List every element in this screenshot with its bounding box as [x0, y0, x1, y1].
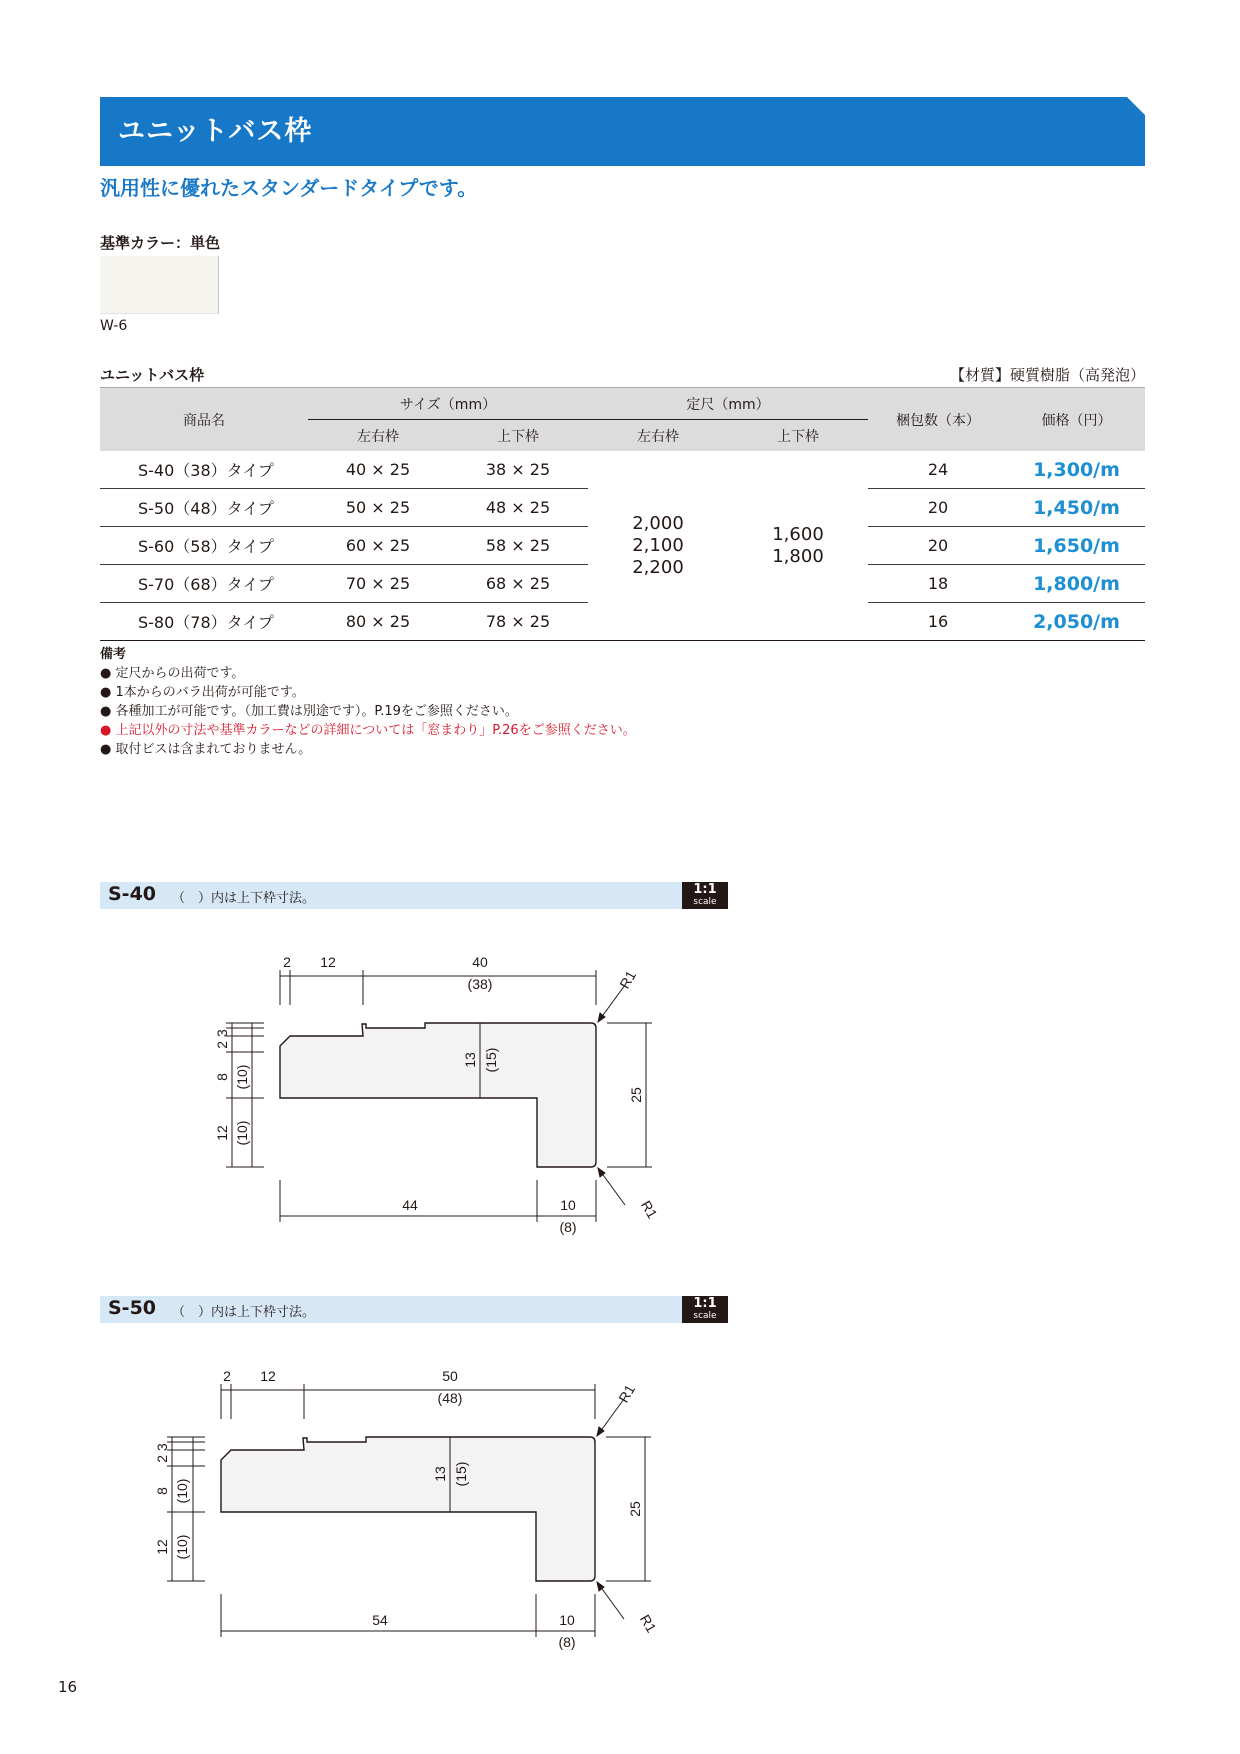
- header-price: 価格（円）: [1008, 388, 1145, 452]
- dim-label: 12: [260, 1368, 276, 1384]
- profile-shape: [221, 1437, 595, 1581]
- std-lr-value: 2,200: [632, 556, 684, 578]
- dim-label: 40: [472, 954, 488, 970]
- price: 1,300/m: [1008, 451, 1145, 489]
- dim-label: R1: [637, 1197, 661, 1222]
- size-tb: 58 × 25: [448, 527, 588, 565]
- dim-label: 8: [214, 1073, 230, 1081]
- dim-label: 8: [154, 1487, 170, 1495]
- page-number: 16: [58, 1678, 78, 1696]
- pack-count: 18: [868, 565, 1008, 603]
- section-note: （ ）内は上下枠寸法。: [172, 891, 316, 906]
- price: 1,450/m: [1008, 489, 1145, 527]
- size-lr: 60 × 25: [308, 527, 448, 565]
- product-name: S-80（78）タイプ: [100, 603, 308, 641]
- note-item: ● 定尺からの出荷です。: [100, 666, 245, 681]
- dim-label: 44: [402, 1197, 418, 1213]
- dim-label: 50: [442, 1368, 458, 1384]
- header-size-tb: 上下枠: [448, 420, 588, 452]
- pack-count: 16: [868, 603, 1008, 641]
- size-tb: 38 × 25: [448, 451, 588, 489]
- pack-count: 24: [868, 451, 1008, 489]
- scale-ratio: 1:1: [693, 1296, 717, 1311]
- dim-label: 54: [372, 1612, 388, 1628]
- page-title: ユニットバス枠: [118, 116, 313, 147]
- dim-label: 12: [320, 954, 336, 970]
- header-name: 商品名: [100, 388, 308, 452]
- size-lr: 70 × 25: [308, 565, 448, 603]
- price: 1,800/m: [1008, 565, 1145, 603]
- product-name: S-60（58）タイプ: [100, 527, 308, 565]
- section-id: S-50: [108, 1297, 157, 1319]
- header-size: サイズ（mm）: [308, 388, 588, 420]
- scale-label: scale: [693, 1311, 717, 1321]
- size-tb: 78 × 25: [448, 603, 588, 641]
- dim-label: 12: [214, 1125, 230, 1141]
- dim-label: R1: [616, 967, 640, 992]
- dim-label: (38): [467, 976, 493, 992]
- price: 2,050/m: [1008, 603, 1145, 641]
- size-lr: 80 × 25: [308, 603, 448, 641]
- table-title: ユニットバス枠: [100, 366, 205, 384]
- scale-badge: [682, 1296, 728, 1323]
- dim-label: 13: [432, 1466, 448, 1482]
- swatch-code: W-6: [100, 318, 128, 334]
- color-label: 基準カラー：単色: [100, 234, 221, 252]
- std-tb-value: 1,600: [772, 523, 824, 545]
- dim-label: (10): [234, 1120, 250, 1146]
- header-std-lr: 左右枠: [588, 420, 728, 452]
- product-name: S-40（38）タイプ: [100, 451, 308, 489]
- size-tb: 68 × 25: [448, 565, 588, 603]
- scale-label: scale: [693, 897, 717, 907]
- header-std: 定尺（mm）: [588, 388, 868, 420]
- dim-label: (10): [234, 1064, 250, 1090]
- dim-label: 2: [223, 1368, 231, 1384]
- note-item: ● 1本からのバラ出荷が可能です。: [100, 685, 305, 700]
- profile-shape: [280, 1023, 596, 1167]
- dim-label: 25: [627, 1501, 643, 1517]
- dim-label: 2: [283, 954, 291, 970]
- dim-label: (8): [558, 1634, 576, 1650]
- dim-label: (15): [453, 1461, 469, 1487]
- pack-count: 20: [868, 527, 1008, 565]
- pack-count: 20: [868, 489, 1008, 527]
- material-note: 【材質】硬質樹脂（高発泡）: [949, 366, 1145, 384]
- size-lr: 50 × 25: [308, 489, 448, 527]
- dim-label: (10): [174, 1478, 190, 1504]
- std-tb-value: 1,800: [772, 545, 824, 567]
- profile-drawing-s40: [226, 967, 652, 1222]
- size-lr: 40 × 25: [308, 451, 448, 489]
- header-size-lr: 左右枠: [308, 420, 448, 452]
- header-std-tb: 上下枠: [728, 420, 868, 452]
- dim-label: R1: [636, 1611, 660, 1636]
- dim-label: 13: [462, 1052, 478, 1068]
- dim-label: 2 3: [154, 1443, 170, 1463]
- header-pack: 梱包数（本）: [868, 388, 1008, 452]
- dim-label: 10: [559, 1612, 575, 1628]
- subtitle: 汎用性に優れたスタンダードタイプです。: [100, 176, 478, 200]
- price: 1,650/m: [1008, 527, 1145, 565]
- section-id: S-40: [108, 883, 157, 905]
- note-item: ● 各種加工が可能です。（加工費は別途です）。P.19をご参照ください。: [100, 704, 518, 719]
- section-note: （ ）内は上下枠寸法。: [172, 1305, 316, 1320]
- dim-label: R1: [615, 1381, 639, 1406]
- profile-drawing-s50: [167, 1381, 651, 1637]
- product-name: S-50（48）タイプ: [100, 489, 308, 527]
- note-item-highlight: ● 上記以外の寸法や基準カラーなどの詳細については「窓まわり」P.26をご参照ください。: [100, 723, 636, 738]
- note-item: ● 取付ビスは含まれておりません。: [100, 742, 312, 757]
- section-bar-s50: [100, 1296, 728, 1323]
- product-name: S-70（68）タイプ: [100, 565, 308, 603]
- dim-label: (15): [483, 1047, 499, 1073]
- dim-label: 10: [560, 1197, 576, 1213]
- notes-heading: 備考: [100, 647, 127, 662]
- dim-label: (8): [559, 1219, 577, 1235]
- std-lr-value: 2,100: [632, 534, 684, 556]
- dim-label: 12: [154, 1539, 170, 1555]
- dim-label: 2 3: [214, 1029, 230, 1049]
- std-lr-value: 2,000: [632, 512, 684, 534]
- scale-ratio: 1:1: [693, 882, 717, 897]
- dim-label: (10): [174, 1534, 190, 1560]
- dim-label: (48): [437, 1390, 463, 1406]
- dim-label: 25: [628, 1087, 644, 1103]
- size-tb: 48 × 25: [448, 489, 588, 527]
